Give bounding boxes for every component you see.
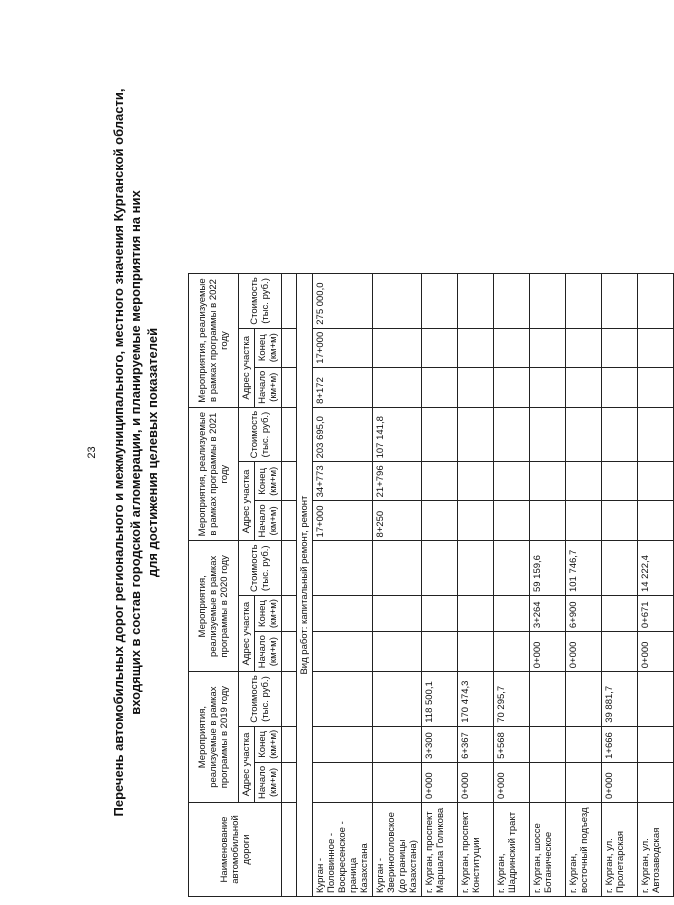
value-cell [313, 541, 373, 596]
table-row [566, 274, 602, 897]
value-cell [530, 462, 566, 501]
table-row [638, 274, 674, 897]
value-cell [566, 462, 602, 501]
road-name-cell: г. Курган, ул. Автозаводская [638, 803, 674, 897]
value-cell [530, 726, 566, 762]
header-year-2020: Мероприятия, реализуемые в рамках программы в 2020 году [189, 541, 239, 672]
title-line: Перечень автомобильных дорог регионального и межмуниципального, местного значения Курганской области, [111, 88, 126, 817]
value-cell [530, 328, 566, 367]
value-cell [373, 328, 422, 367]
header-year-2021: Мероприятия, реализуемые в рамках программы в 2021 году [189, 407, 239, 541]
value-cell: 0+671 [638, 596, 674, 632]
road-name-cell: г. Курган, Шадринский тракт [494, 803, 530, 897]
value-cell: 0+000 [494, 762, 530, 802]
work-type-row: Вид работ: капитальный ремонт, ремонт [297, 274, 313, 897]
value-cell [566, 726, 602, 762]
header-start: Начало (км+м) [255, 632, 282, 672]
value-cell [458, 407, 494, 462]
road-name-cell: г. Курган, ул. Пролетарская [602, 803, 638, 897]
value-cell [373, 632, 422, 672]
value-cell [422, 632, 458, 672]
value-cell [313, 596, 373, 632]
value-cell [494, 541, 530, 596]
value-cell [530, 407, 566, 462]
value-cell: 0+000 [566, 632, 602, 672]
value-cell [458, 328, 494, 367]
value-cell [458, 541, 494, 596]
header-address: Адрес участка [239, 462, 255, 541]
value-cell: 59 159,6 [530, 541, 566, 596]
table-row [313, 274, 373, 897]
value-cell: 107 141,8 [373, 407, 422, 462]
header-year-2022: Мероприятия, реализуемые в рамках программы в 2022 году [189, 274, 239, 408]
value-cell: 1+666 [602, 726, 638, 762]
value-cell: 170 474,3 [458, 672, 494, 727]
value-cell [458, 274, 494, 329]
value-cell: 3+300 [422, 726, 458, 762]
value-cell: 21+796 [373, 462, 422, 501]
value-cell [422, 501, 458, 541]
value-cell [602, 407, 638, 462]
value-cell [638, 501, 674, 541]
value-cell: 6+900 [566, 596, 602, 632]
value-cell: 17+000 [313, 501, 373, 541]
value-cell: 0+000 [638, 632, 674, 672]
value-cell [530, 274, 566, 329]
value-cell: 3+264 [530, 596, 566, 632]
value-cell: 14 222,4 [638, 541, 674, 596]
value-cell [422, 274, 458, 329]
value-cell [638, 407, 674, 462]
value-cell [638, 328, 674, 367]
value-cell [313, 762, 373, 802]
road-name-cell: г. Курган, проспект Маршала Голикова [422, 803, 458, 897]
value-cell [602, 596, 638, 632]
value-cell: 17+000 [313, 328, 373, 367]
value-cell [458, 501, 494, 541]
road-name-cell: Курган - Звериноголовское (до границы Казахстана) [373, 803, 422, 897]
value-cell [458, 462, 494, 501]
value-cell [422, 367, 458, 407]
value-cell: 101 746,7 [566, 541, 602, 596]
value-cell [313, 726, 373, 762]
header-cost: Стоимость (тыс. руб.) [239, 407, 282, 462]
value-cell [313, 672, 373, 727]
value-cell [422, 462, 458, 501]
value-cell [373, 541, 422, 596]
value-cell [422, 541, 458, 596]
value-cell [494, 501, 530, 541]
value-cell: 39 881,7 [602, 672, 638, 727]
value-cell: 6+367 [458, 726, 494, 762]
value-cell [373, 672, 422, 727]
value-cell: 34+773 [313, 462, 373, 501]
value-cell [458, 596, 494, 632]
value-cell [638, 762, 674, 802]
value-cell [494, 328, 530, 367]
page-number: 23 [86, 446, 98, 459]
road-name-cell: г. Курган, шоссе Ботаническое [530, 803, 566, 897]
value-cell [530, 367, 566, 407]
value-cell [373, 762, 422, 802]
value-cell [494, 632, 530, 672]
header-year-2019: Мероприятия, реализуемые в рамках программы в 2019 году [189, 672, 239, 803]
table-row [602, 274, 638, 897]
value-cell: 5+568 [494, 726, 530, 762]
value-cell: 275 000,0 [313, 274, 373, 329]
value-cell [422, 328, 458, 367]
value-cell [494, 596, 530, 632]
value-cell [373, 726, 422, 762]
road-name-cell: г. Курган, проспект Конституции [458, 803, 494, 897]
value-cell: 0+000 [602, 762, 638, 802]
value-cell [458, 632, 494, 672]
roads-table [188, 273, 674, 897]
table-row [494, 274, 530, 897]
value-cell [530, 762, 566, 802]
header-end: Конец (км+м) [255, 596, 282, 632]
value-cell [566, 328, 602, 367]
value-cell: 203 695,0 [313, 407, 373, 462]
value-cell [530, 672, 566, 727]
table-row [530, 274, 566, 897]
value-cell [566, 407, 602, 462]
header-address: Адрес участка [239, 726, 255, 802]
table-row [422, 274, 458, 897]
value-cell [566, 367, 602, 407]
value-cell [373, 367, 422, 407]
value-cell: 70 295,7 [494, 672, 530, 727]
header-address: Адрес участка [239, 596, 255, 672]
header-start: Начало (км+м) [255, 501, 282, 541]
value-cell [494, 462, 530, 501]
header-end: Конец (км+м) [255, 328, 282, 367]
value-cell [373, 274, 422, 329]
value-cell [638, 726, 674, 762]
blank-row [282, 274, 297, 897]
value-cell [494, 367, 530, 407]
value-cell [530, 501, 566, 541]
header-start: Начало (км+м) [255, 367, 282, 407]
value-cell [373, 596, 422, 632]
value-cell [602, 501, 638, 541]
value-cell [458, 367, 494, 407]
value-cell [602, 274, 638, 329]
value-cell [602, 462, 638, 501]
title-line: входящих в состав городской агломерации, и планируемые мероприятия на них [128, 190, 143, 715]
value-cell: 8+250 [373, 501, 422, 541]
header-road-name: Наименование автомобильной дороги [189, 803, 282, 897]
value-cell [638, 462, 674, 501]
header-end: Конец (км+м) [255, 726, 282, 762]
value-cell: 0+000 [422, 762, 458, 802]
table-row [373, 274, 422, 897]
value-cell: 0+000 [458, 762, 494, 802]
value-cell: 118 500,1 [422, 672, 458, 727]
header-address: Адрес участка [239, 328, 255, 407]
road-name-cell: г. Курган, восточный подъезд [566, 803, 602, 897]
value-cell [313, 632, 373, 672]
road-name-cell: Курган - Половинное - Воскресенское - граница Казахстана [313, 803, 373, 897]
value-cell [602, 541, 638, 596]
header-cost: Стоимость (тыс. руб.) [239, 274, 282, 329]
value-cell [494, 274, 530, 329]
title-line: для достижения целевых показателей [145, 327, 160, 578]
header-cost: Стоимость (тыс. руб.) [239, 672, 282, 727]
value-cell [638, 672, 674, 727]
value-cell [638, 274, 674, 329]
header-cost: Стоимость (тыс. руб.) [239, 541, 282, 596]
value-cell [494, 407, 530, 462]
value-cell [638, 367, 674, 407]
document-title [110, 60, 161, 845]
value-cell [422, 596, 458, 632]
value-cell [566, 762, 602, 802]
value-cell [566, 501, 602, 541]
value-cell [602, 328, 638, 367]
value-cell: 8+172 [313, 367, 373, 407]
value-cell [602, 632, 638, 672]
table-row [458, 274, 494, 897]
header-end: Конец (км+м) [255, 462, 282, 501]
value-cell [566, 672, 602, 727]
value-cell [566, 274, 602, 329]
value-cell [422, 407, 458, 462]
value-cell [602, 367, 638, 407]
header-start: Начало (км+м) [255, 762, 282, 802]
value-cell: 0+000 [530, 632, 566, 672]
